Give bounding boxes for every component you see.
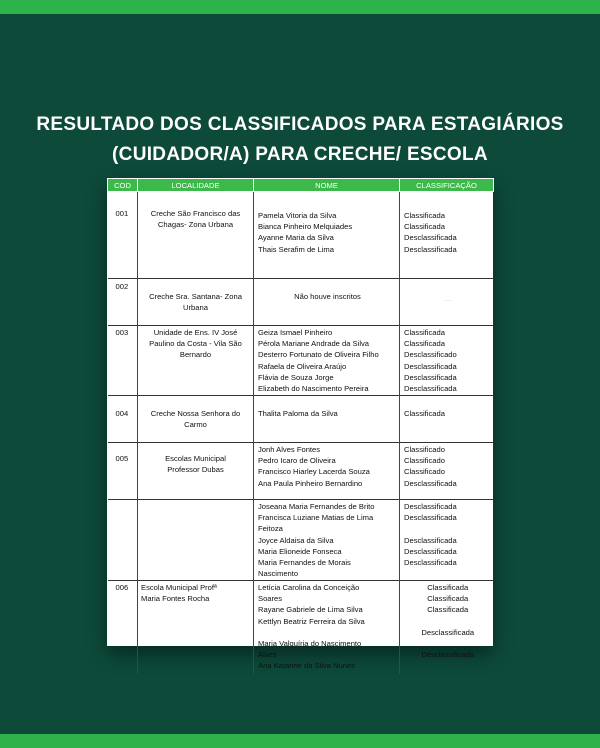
candidate-name: Jonh Alves Fontes [258,445,321,454]
candidate-name: Alves [258,650,277,660]
classification-status: Classificado [404,467,445,477]
title-line-2: (CUIDADOR/A) PARA CRECHE/ ESCOLA [112,144,488,165]
classification-status: Classificada [404,409,445,418]
classification-status: Desclassificada [421,650,475,660]
candidate-name: Pedro Icaro de Oliveira [258,456,336,466]
location-line: Professor Dubas [167,465,224,475]
classification-status: ------- [444,298,452,302]
row-names [254,279,400,326]
classification-status: Desclassificado [404,350,457,360]
location-line: Creche Sra. Santana- Zona [149,292,242,301]
candidate-name: Elizabeth do Nascimento Pereira [258,384,369,394]
table-row [108,443,494,500]
row-code: 004 [108,396,138,443]
candidate-name: Francisca Luziane Matias de Lima [258,513,374,523]
row-classification [400,279,494,326]
table-header-row [108,179,494,192]
candidate-name: Pérola Mariane Andrade da Silva [258,339,370,349]
candidate-name: Não houve inscritos [294,292,361,301]
candidate-name: Francisco Hiarley Lacerda Souza [258,467,370,477]
classification-status: Desclassificada [404,558,457,567]
table-row [108,326,494,396]
candidate-name: Thais Serafim de Lima [258,244,334,254]
blank-line [258,627,397,638]
row-code [108,500,138,581]
classification-status: Desclassificada [404,502,457,511]
candidate-name: Joseana Maria Fernandes de Brito [258,502,375,511]
row-location [138,279,254,326]
table-row [108,581,494,675]
candidate-name: Maria Fernandes de Morais [258,558,351,568]
candidate-name: Rafaela de Oliveira Araújo [258,361,347,371]
row-names [254,443,400,500]
location-line: Creche São Francisco das [150,209,241,218]
location-line: Unidade de Ens. IV José [153,328,238,337]
row-names [254,326,400,396]
classification-status: Desclassificada [404,361,457,371]
classification-status: Desclassificada [404,384,457,394]
table-row [108,192,494,279]
row-code: 001 [115,209,129,218]
candidate-name: Desterro Fortunato de Oliveira Filho [258,350,379,360]
page-title [0,110,600,170]
blank-line [404,616,492,627]
location-line: Escola Municipal Profª [141,583,217,592]
candidate-name: Flávia de Souza Jorge [258,372,334,382]
results-table [107,178,494,674]
table-row [108,279,494,326]
candidate-name: Kettlyn Beatriz Ferreira da Silva [258,616,365,626]
classification-status: Desclassificada [404,546,457,556]
row-classification [400,396,494,443]
location-line: Bernardo [179,350,212,360]
candidate-name: Feitoza [258,524,283,534]
candidate-name: Nascimento [258,569,299,579]
classification-status: Desclassificada [421,627,475,637]
row-code: 003 [108,326,138,396]
candidate-name: Joyce Aldaisa da Silva [258,535,334,545]
header-localidade: LOCALIDADE [138,179,254,192]
row-location [138,443,254,500]
results-document [107,178,493,671]
row-classification [400,581,494,675]
classification-status: Desclassificada [404,535,457,545]
row-classification [400,443,494,500]
candidate-name: Maria Elioneide Fonseca [258,546,342,556]
row-location [138,192,254,279]
location-line: Urbana [183,303,208,313]
candidate-name: Ana Katarine da Silva Nunes [258,661,356,671]
location-line: Chagas- Zona Urbana [157,220,234,230]
candidate-name: Ana Paula Pinheiro Bernardino [258,478,363,488]
table-row [108,500,494,581]
location-line: Creche Nossa Senhora do [150,409,241,418]
row-classification [400,326,494,396]
row-classification [400,192,494,279]
blank-line [404,523,492,534]
location-line: Escolas Municipal [165,454,226,463]
classification-status: Desclassificada [404,372,457,382]
candidate-name: Ayanne Maria da Silva [258,233,334,243]
header-nome: NOME [254,179,400,192]
classification-status: Desclassificada [404,478,457,488]
location-line: Carmo [184,420,207,430]
candidate-name: Rayane Gabriele de Lima Silva [258,605,363,615]
classification-status: Classificado [404,456,445,466]
row-code: 002 [108,279,138,326]
classification-status: Desclassificada [404,233,457,243]
classification-status: Classificada [427,605,469,615]
classification-status: Classificada [427,594,469,604]
row-names [254,500,400,581]
row-names [254,192,400,279]
classification-status: Classificada [404,222,445,232]
blank-line [404,638,492,649]
table-row [108,396,494,443]
bottom-green-band [0,734,600,748]
classification-status: Classificada [404,339,445,349]
top-green-band [0,0,600,14]
row-names [254,581,400,675]
candidate-name: Soares [258,594,283,604]
header-classificacao: CLASSIFICAÇÃO [400,179,494,192]
classification-status: Desclassificada [404,513,457,523]
row-names [254,396,400,443]
classification-status: Desclassificada [404,244,457,254]
row-code: 006 [108,581,138,675]
row-classification [400,500,494,581]
candidate-name: Maria Valquíria do Nascimento [258,639,362,648]
title-line-1: RESULTADO DOS CLASSIFICADOS PARA ESTAGIÁRIOS [36,114,564,135]
candidate-name: Thalita Paloma da Silva [258,409,338,418]
candidate-name: Geiza Ismael Pinheiro [258,328,333,337]
row-location [138,581,254,675]
row-location [138,396,254,443]
row-location [138,500,254,581]
header-cod: COD [108,179,138,192]
classification-status: Classificada [427,583,469,592]
candidate-name: Bianca Pinheiro Melquiades [258,222,353,232]
row-location [138,326,254,396]
classification-status: Classificada [404,328,445,337]
row-code: 005 [108,443,138,500]
candidate-name: Pamela Vitoria da Silva [258,211,337,220]
candidate-name: Letícia Carolina da Conceição [258,583,360,592]
location-line: Paulino da Costa - Vila São [149,339,242,349]
classification-status: Classificada [404,211,445,220]
classification-status: Classificado [404,445,445,454]
location-line: Maria Fontes Rocha [141,594,210,604]
